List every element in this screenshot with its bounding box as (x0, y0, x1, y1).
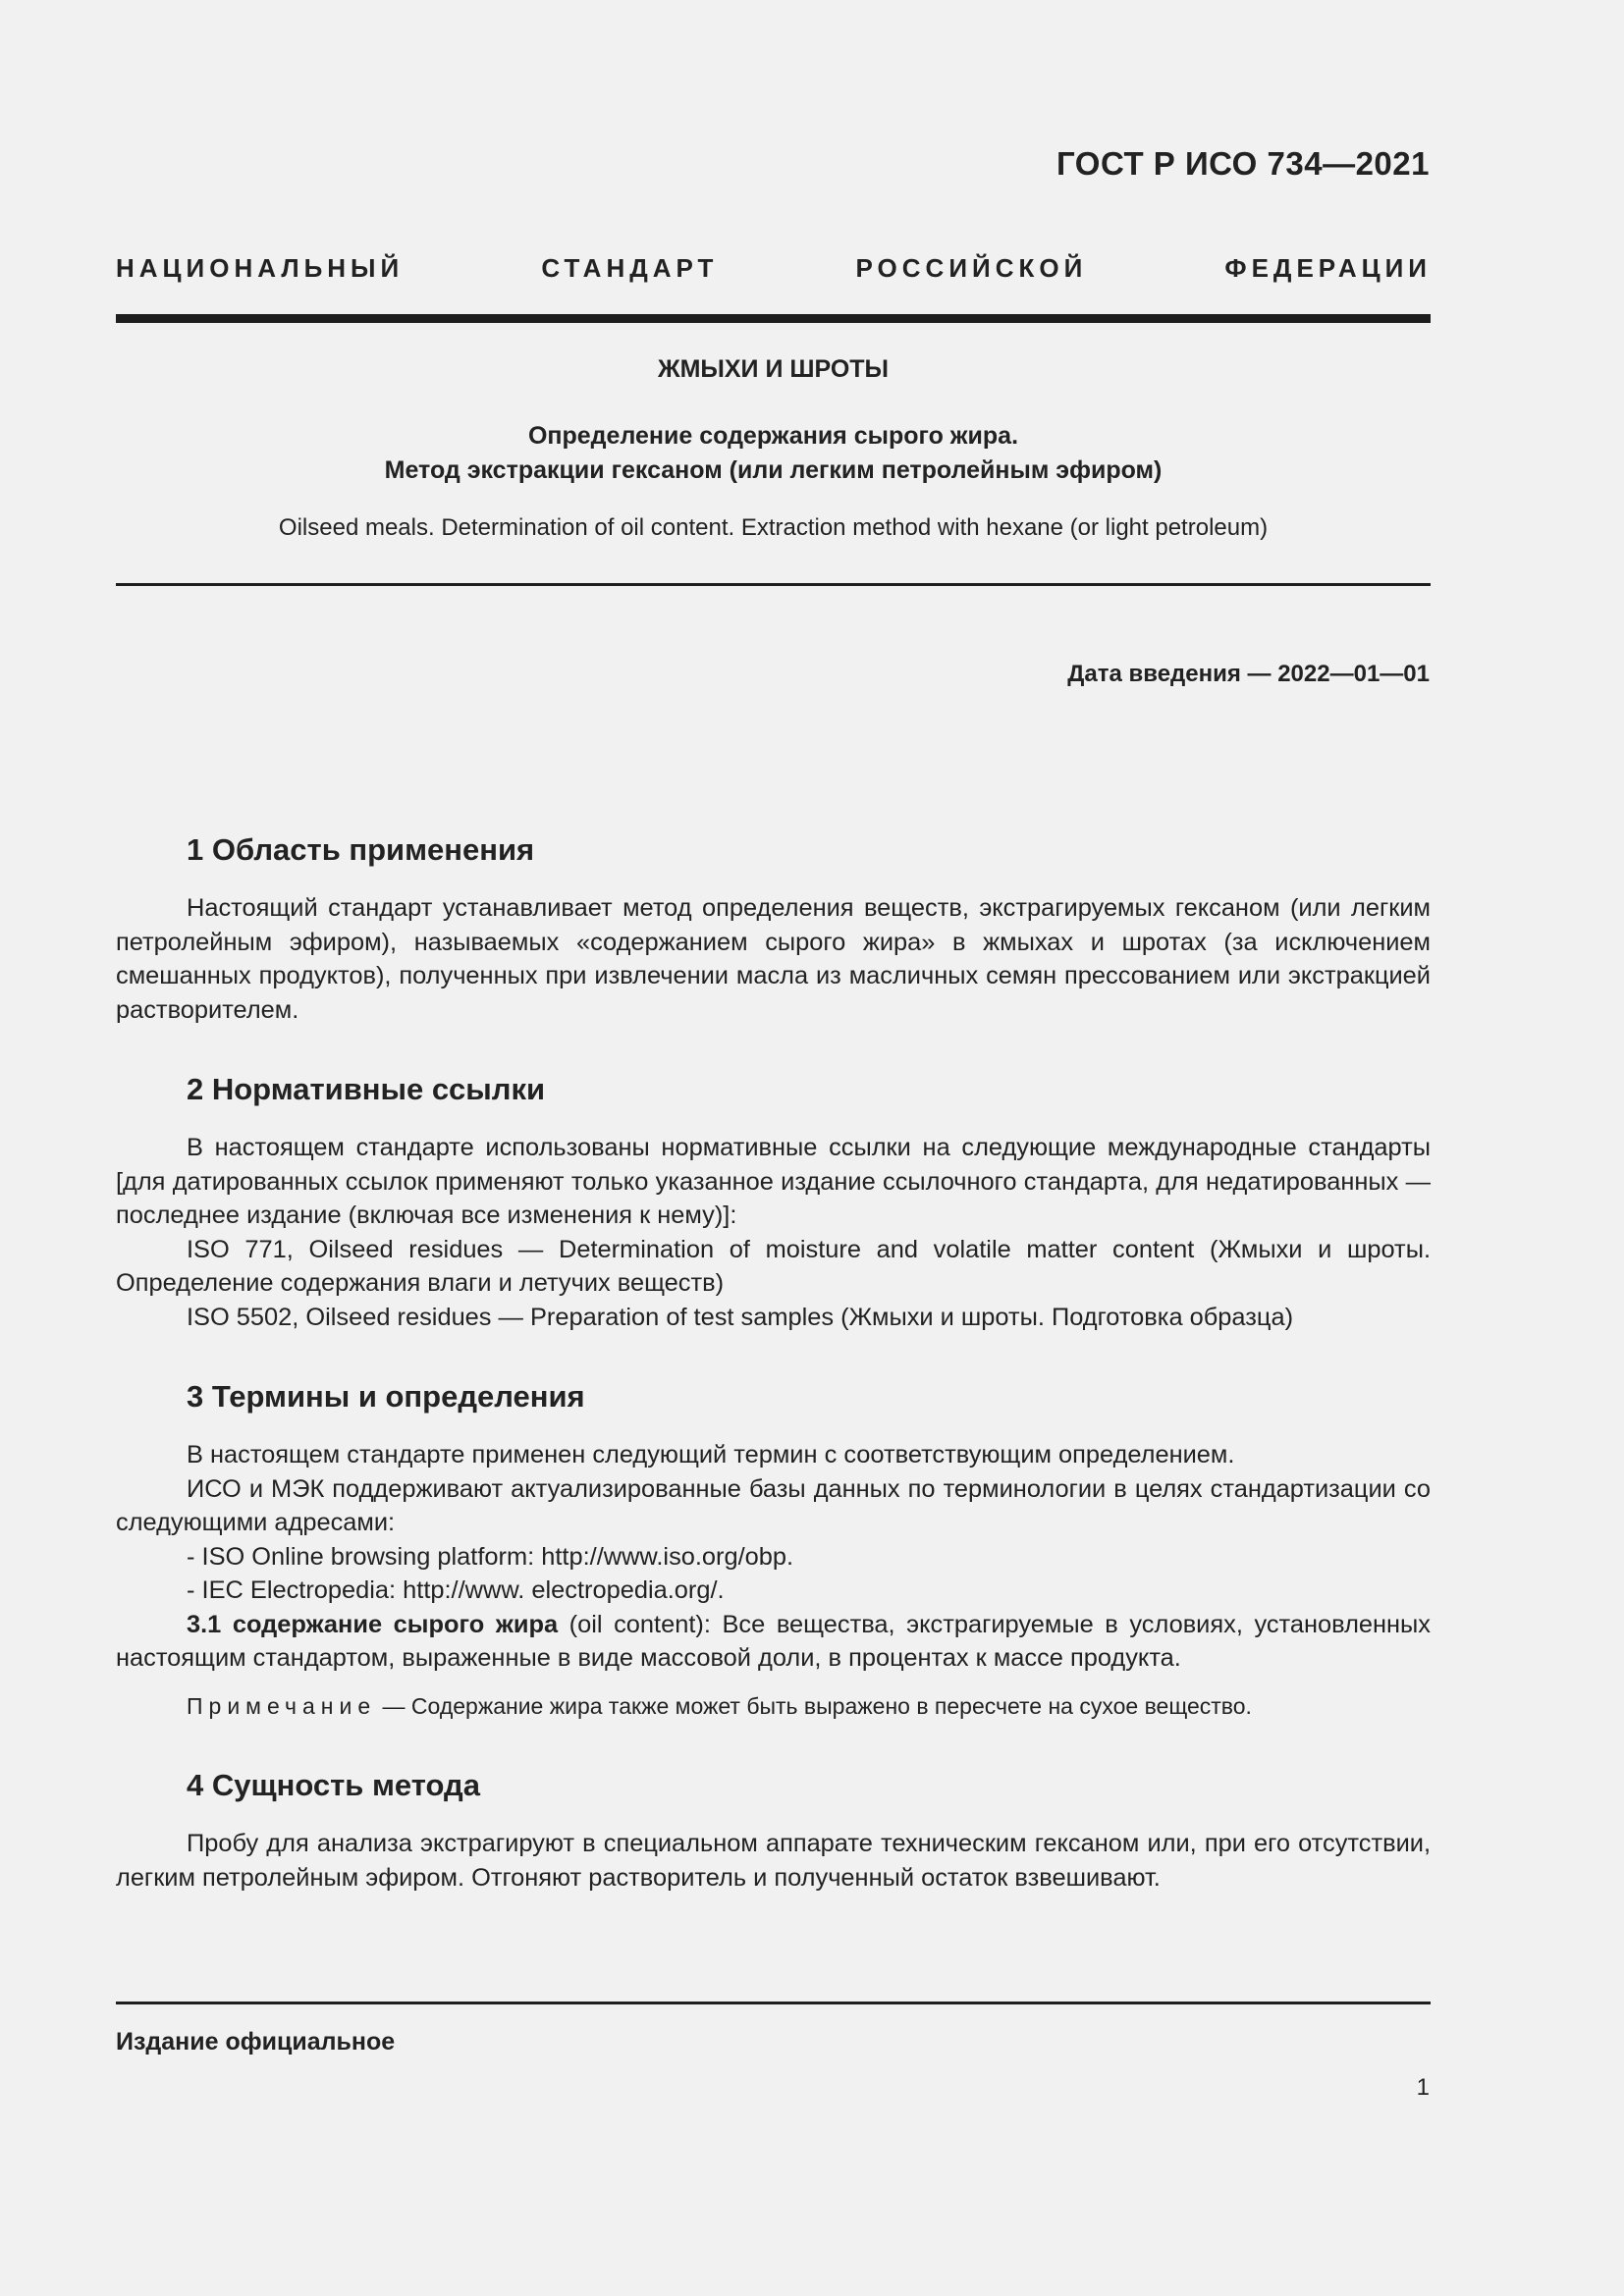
subtitle-line-2: Метод экстракции гексаном (или легким петролейным эфиром) (384, 456, 1163, 484)
national-standard-heading (116, 253, 1432, 284)
section-3-paragraph-1: В настоящем стандарте применен следующий термин с соответствующим определением. (187, 1441, 1235, 1468)
list-item-iso-obp: - ISO Online browsing platform: http://www.iso.org/obp. (187, 1542, 794, 1571)
note (116, 1689, 1431, 1724)
section-2-paragraph: В настоящем стандарте использованы нормативные ссылки на следующие международные стандарты [для датированных ссылок применяют только указанное издание ссылочного стандарта, для недатированных — последнее издание (включая все изменения к нему)]: (116, 1134, 1431, 1229)
reference-iso-771: ISO 771, Oilseed residues — Determination of moisture and volatile matter content (Жмыхи и шроты. Определение содержания влаги и летучих веществ) (116, 1235, 1431, 1297)
header-thick-divider (116, 314, 1431, 323)
section-4-paragraph: Пробу для анализа экстрагируют в специальном аппарате техническим гексаном или, при его отсутствии, легким петролейным эфиром. Отгоняют растворитель и полученный остаток взвешивают. (116, 1830, 1431, 1892)
note-label: Примечание (187, 1692, 377, 1719)
national-standard-word-4: ФЕДЕРАЦИИ (1224, 253, 1432, 283)
introduction-date: Дата введения — 2022—01—01 (1067, 661, 1430, 687)
term-label: 3.1 содержание сырого жира (187, 1610, 559, 1638)
list-item-iec-electropedia: - IEC Electropedia: http://www. electropedia.org/. (187, 1576, 725, 1604)
national-standard-word-2: СТАНДАРТ (541, 253, 719, 283)
section-1-paragraph: Настоящий стандарт устанавливает метод определения веществ, экстрагируемых гексаном (или легким петролейным эфиром), называемых «содержанием сырого жира» в жмыхах и шротах (за исключением смешанных продуктов), полученных при извлечении масла из масличных семян прессованием или экстракцией растворителем. (116, 894, 1431, 1024)
national-standard-word-3: РОССИЙСКОЙ (855, 253, 1088, 283)
official-edition-label: Издание официальное (116, 2028, 396, 2056)
section-4-heading: 4 Сущность метода (187, 1768, 480, 1802)
footer-divider (116, 2002, 1431, 2004)
reference-iso-5502: ISO 5502, Oilseed residues — Preparation of test samples (Жмыхи и шроты. Подготовка образца) (187, 1303, 1294, 1331)
note-text: — Содержание жира также может быть выражено в пересчете на сухое вещество. (376, 1692, 1252, 1719)
section-2-heading: 2 Нормативные ссылки (187, 1072, 546, 1106)
subtitle-line-1: Определение содержания сырого жира. (527, 422, 1019, 450)
document-title: ЖМЫХИ И ШРОТЫ (657, 355, 890, 383)
national-standard-word-1: НАЦИОНАЛЬНЫЙ (116, 253, 405, 283)
title-divider (116, 583, 1431, 586)
term-definition-3-1 (116, 1608, 1431, 1676)
document-subtitle (116, 419, 1431, 488)
section-1-heading: 1 Область применения (187, 832, 535, 867)
document-number: ГОСТ Р ИСО 734—2021 (1056, 145, 1430, 182)
term-definition-text: (oil content): Все вещества, экстрагируемые в условиях, установленных настоящим стандартом, выраженные в виде массовой доли, в процентах к массе продукта. (116, 1610, 1431, 1672)
english-title: Oilseed meals. Determination of oil content. Extraction method with hexane (or light petroleum) (278, 514, 1269, 541)
page-number: 1 (1416, 2074, 1430, 2101)
section-3-heading: 3 Термины и определения (187, 1379, 585, 1414)
section-3-paragraph-2: ИСО и МЭК поддерживают актуализированные базы данных по терминологии в целях стандартизации со следующими адресами: (116, 1474, 1431, 1536)
document-body (116, 830, 1431, 1895)
